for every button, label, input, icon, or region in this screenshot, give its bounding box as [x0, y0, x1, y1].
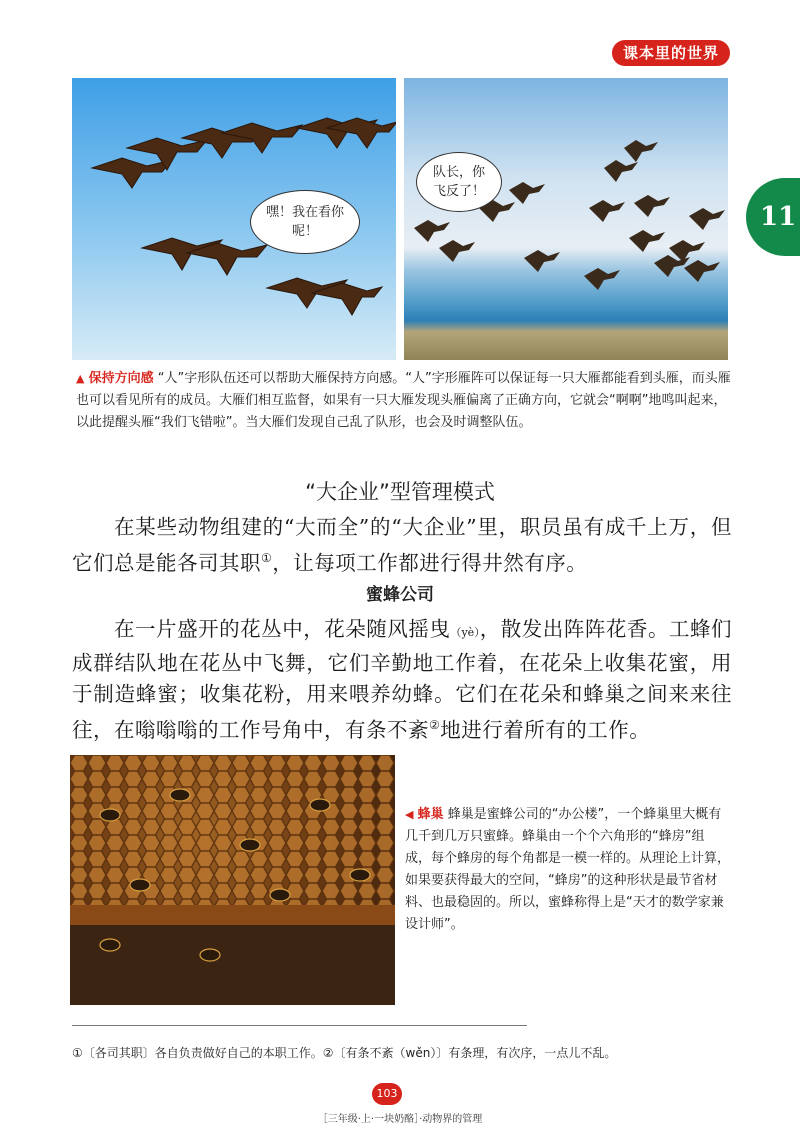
honeycomb-pattern	[70, 755, 395, 1005]
section-badge: 课本里的世界	[612, 40, 730, 66]
triangle-up-icon: ▲	[76, 372, 85, 385]
beehive-photo	[70, 755, 395, 1005]
caption-direction	[76, 368, 734, 434]
subsection-heading: 蜜蜂公司	[366, 585, 434, 605]
body-paragraph: 在一片盛开的花丛中，花朵随风摇曳（yè），散发出阵阵花香。工蜂们成群结队地在花丛中飞舞，它们辛勤地工作着，在花朵上收集花蜜，用于制造蜂蜜；收集花粉，用来喂养幼蜂。它们在花朵和蜂巢之间来来往往，在嗡嗡嗡的工作号角中，有条不紊②地进行着所有的工作。	[72, 617, 733, 742]
section-heading: “大企业”型管理模式	[305, 480, 495, 504]
speech-bubble-left: 嘿！我在看你呢！	[250, 190, 360, 254]
page-number: 103	[372, 1083, 402, 1105]
caption-title: 蜂巢	[417, 807, 444, 822]
intro-paragraph: 在某些动物组建的“大而全”的“大企业”里，职员虽有成千上万，但它们总是能各司其职①，让每项工作都进行得井然有序。	[72, 515, 732, 575]
footnote-divider	[72, 1025, 527, 1026]
footnotes: ①〔各司其职〕各自负责做好自己的本职工作。②〔有条不紊（wěn）〕有条理，有次序，一点儿不乱。	[72, 1046, 617, 1060]
caption-beehive	[405, 804, 730, 936]
caption-text: 蜂巢是蜜蜂公司的“办公楼”，一个蜂巢里大概有几千到几万只蜜蜂。蜂巢由一个个六角形的“蜂房”组成，每个蜂房的每个角都是一模一样的。从理论上计算，如果要获得最大的空间，“蜂房”的这种形状是最节省材料、也最稳固的。所以，蜜蜂称得上是“天才的数学家兼设计师”。	[405, 807, 731, 932]
caption-title: 保持方向感	[88, 371, 154, 386]
chapter-tab: 11	[746, 178, 800, 256]
page-footer: ［三年级·上·一块奶酪］·动物界的管理	[317, 1114, 483, 1125]
geese-formation-photo	[72, 78, 396, 360]
speech-bubble-right: 队长，你飞反了！	[416, 152, 502, 212]
geese-scatter	[404, 78, 728, 360]
caption-text: “人”字形队伍还可以帮助大雁保持方向感。“人”字形雁阵可以保证每一只大雁都能看到头雁，而头雁也可以看见所有的成员。大雁们相互监督，如果有一只大雁发现头雁偏离了正确方向，它就会“啊啊”地鸣叫起来，以此提醒头雁“我们飞错啦”。当大雁们发现自己乱了队形，也会及时调整队伍。	[76, 371, 731, 430]
triangle-left-icon: ◀	[405, 808, 414, 821]
scattered-geese-photo	[404, 78, 728, 360]
